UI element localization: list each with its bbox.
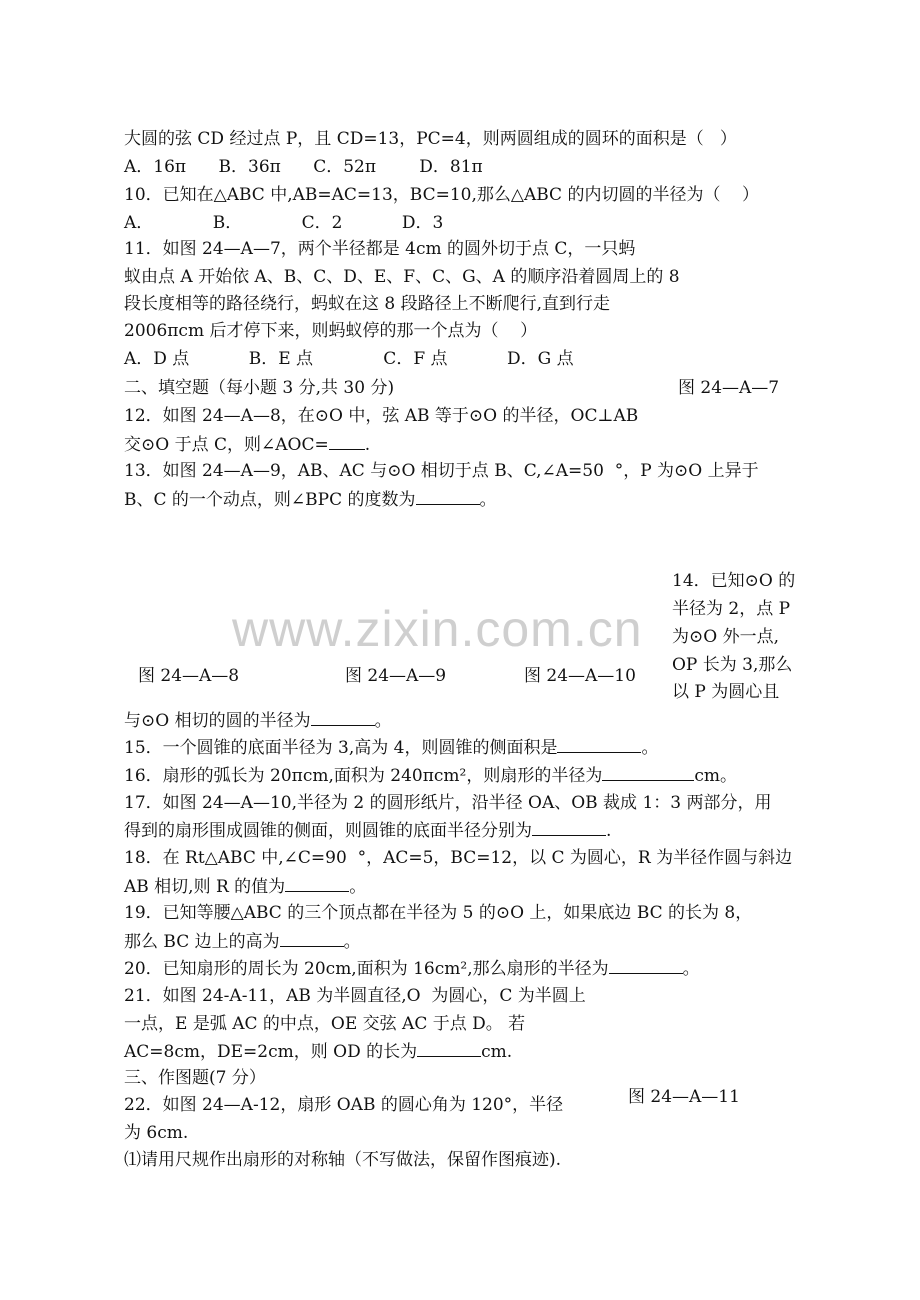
question-10: 10．已知在△ABC 中,AB=AC=13，BC=10,那么△ABC 的内切圆的半径为（ ） xyxy=(124,185,760,205)
text-line: 蚁由点 A 开始依 A、B、C、D、E、F、C、G、A 的顺序沿着圆周上的 8 xyxy=(124,267,680,287)
answer-blank xyxy=(602,764,694,781)
question-12: 12．如图 24—A—8，在⊙O 中，弦 AB 等于⊙O 的半径，OC⊥AB xyxy=(124,406,639,426)
watermark: www.zixin.com.cn xyxy=(232,601,643,657)
question-11: 11．如图 24—A—7，两个半径都是 4cm 的圆外切于点 C，一只蚂 xyxy=(124,239,636,259)
question-16: 16．扇形的弧长为 20πcm,面积为 240πcm²，则扇形的半径为 cm。 xyxy=(124,766,738,786)
answer-blank xyxy=(280,930,344,947)
question-15: 15．一个圆锥的底面半径为 3,高为 4，则圆锥的侧面积是 。 xyxy=(124,738,659,758)
text-line: 得到的扇形围成圆锥的侧面，则圆锥的底面半径分别为 . xyxy=(124,821,612,841)
text-line: AB 相切,则 R 的值为 。 xyxy=(124,877,367,897)
section-heading: 三、作图题(7 分） xyxy=(124,1068,266,1088)
question-22: 22．如图 24—A-12，扇形 OAB 的圆心角为 120°，半径 xyxy=(124,1095,564,1115)
text-line: AC=8cm，DE=2cm，则 OD 的长为 cm. xyxy=(124,1042,513,1062)
text-line: 为⊙O 外一点, xyxy=(672,627,779,647)
question-13: 13．如图 24—A—9，AB、AC 与⊙O 相切于点 B、C,∠A=50 °，P 为⊙O 上异于 xyxy=(124,461,759,481)
sub-question: ⑴请用尺规作出扇形的对称轴（不写做法，保留作图痕迹). xyxy=(124,1150,562,1170)
answer-blank xyxy=(311,709,375,726)
text-line: 以 P 为圆心且 xyxy=(672,682,780,702)
question-20: 20．已知扇形的周长为 20cm,面积为 16cm²,那么扇形的半径为 。 xyxy=(124,959,700,979)
text-line: 2006πcm 后才停下来，则蚂蚁停的那一个点为（ ） xyxy=(124,321,538,341)
question-18: 18．在 Rt△ABC 中,∠C=90 °，AC=5，BC=12，以 C 为圆心，R 为半径作圆与斜边 xyxy=(124,848,793,868)
text-line: 一点，E 是弧 AC 的中点，OE 交弦 AC 于点 D。 若 xyxy=(124,1014,526,1034)
answer-blank xyxy=(329,433,365,450)
text-line: 那么 BC 边上的高为 。 xyxy=(124,932,361,952)
answer-blank xyxy=(532,819,606,836)
text-line: 交⊙O 于点 C，则∠AOC= . xyxy=(124,435,371,455)
question-21: 21．如图 24-A-11，AB 为半圆直径,O 为圆心，C 为半圆上 xyxy=(124,986,586,1006)
answer-blank xyxy=(416,488,480,505)
answer-blank xyxy=(609,957,683,974)
section-heading: 二、填空题（每小题 3 分,共 30 分) xyxy=(124,378,395,398)
options-line: A．16π B．36π C．52π D．81π xyxy=(124,157,483,177)
figure-caption: 图 24—A—11 xyxy=(628,1087,740,1107)
options-line: A． B． C．2 D．3 xyxy=(124,213,444,233)
text-line: 与⊙O 相切的圆的半径为 。 xyxy=(124,711,392,731)
question-19: 19．已知等腰△ABC 的三个顶点都在半径为 5 的⊙O 上，如果底边 BC 的长为 8， xyxy=(124,903,753,923)
question-14: 14．已知⊙O 的 xyxy=(672,571,796,591)
figure-caption: 图 24—A—10 xyxy=(524,666,636,686)
question-17: 17．如图 24—A—10,半径为 2 的圆形纸片，沿半径 OA、OB 裁成 1：3 两部分，用 xyxy=(124,793,772,813)
text-line: 段长度相等的路径绕行，蚂蚁在这 8 段路径上不断爬行,直到行走 xyxy=(124,294,611,314)
text-line: 半径为 2，点 P xyxy=(672,599,791,619)
options-line: A．D 点 B．E 点 C．F 点 D．G 点 xyxy=(124,349,574,369)
figure-caption: 图 24—A—7 xyxy=(678,378,780,398)
text-line: 大圆的弦 CD 经过点 P，且 CD=13，PC=4，则两圆组成的圆环的面积是（ ） xyxy=(124,129,737,149)
text-line: OP 长为 3,那么 xyxy=(672,655,793,675)
answer-blank xyxy=(557,736,641,753)
figure-caption: 图 24—A—9 xyxy=(345,666,447,686)
answer-blank xyxy=(285,875,349,892)
figure-caption: 图 24—A—8 xyxy=(138,666,240,686)
text-line: B、C 的一个动点，则∠BPC 的度数为 。 xyxy=(124,490,497,510)
text-line: 为 6cm. xyxy=(124,1123,189,1143)
answer-blank xyxy=(417,1040,481,1057)
